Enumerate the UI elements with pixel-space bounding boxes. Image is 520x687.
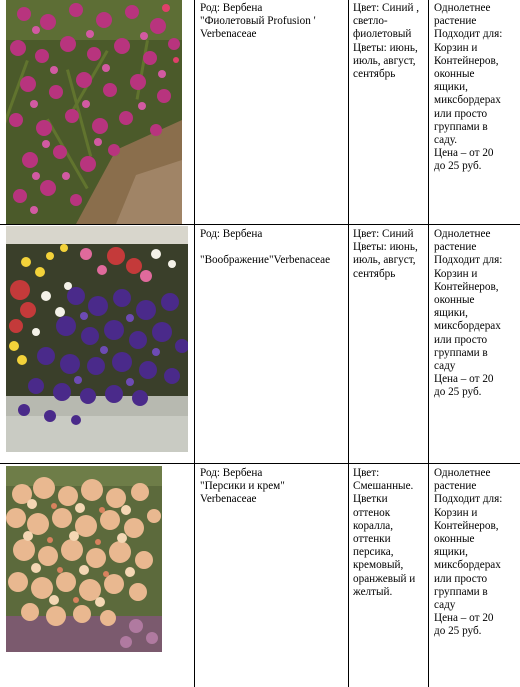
verbena-peach-cream-photo bbox=[6, 466, 162, 652]
color-text: Цвет: Синий Цветы: июнь, июль, август, сентябрь bbox=[353, 228, 418, 280]
genus-text: Род: Вербена "Фиолетовый Profusion ' Verbenaceae bbox=[200, 2, 316, 41]
usage-text: Однолетнее растение Подходит для: Корзин и Контейнеров, оконные ящики, миксбордерах или просто группами в саду. Цена – от 20 до 25 руб. bbox=[434, 2, 503, 173]
column-divider bbox=[348, 0, 349, 687]
usage-text: Однолетнее растение Подходит для: Корзин и Контейнеров, оконные ящики, миксбордерах или просто группами в саду Цена – от 20 до 25 руб. bbox=[434, 228, 503, 399]
verbena-purple-flowers-photo bbox=[6, 0, 182, 224]
column-divider bbox=[428, 0, 429, 687]
usage-text: Однолетнее растение Подходит для: Корзин и Контейнеров, оконные ящики, миксбордерах или просто группами в саду Цена – от 20 до 25 руб. bbox=[434, 467, 503, 638]
genus-text: Род: Вербена "Персики и крем" Verbenaceae bbox=[200, 467, 285, 506]
column-divider bbox=[194, 0, 195, 687]
color-text: Цвет: Смешанные. Цветки оттенок коралла, оттенки персика, кремовый, оранжевый и желтый. bbox=[353, 467, 416, 598]
genus-text: Род: Вербена "Воображение"Verbenaceae bbox=[200, 228, 331, 267]
row-divider bbox=[0, 463, 520, 464]
color-text: Цвет: Синий , светло- фиолетовый Цветы: июнь, июль, август, сентябрь bbox=[353, 2, 420, 81]
verbena-mixed-flowerbed-photo bbox=[6, 226, 188, 452]
row-divider bbox=[0, 224, 520, 225]
